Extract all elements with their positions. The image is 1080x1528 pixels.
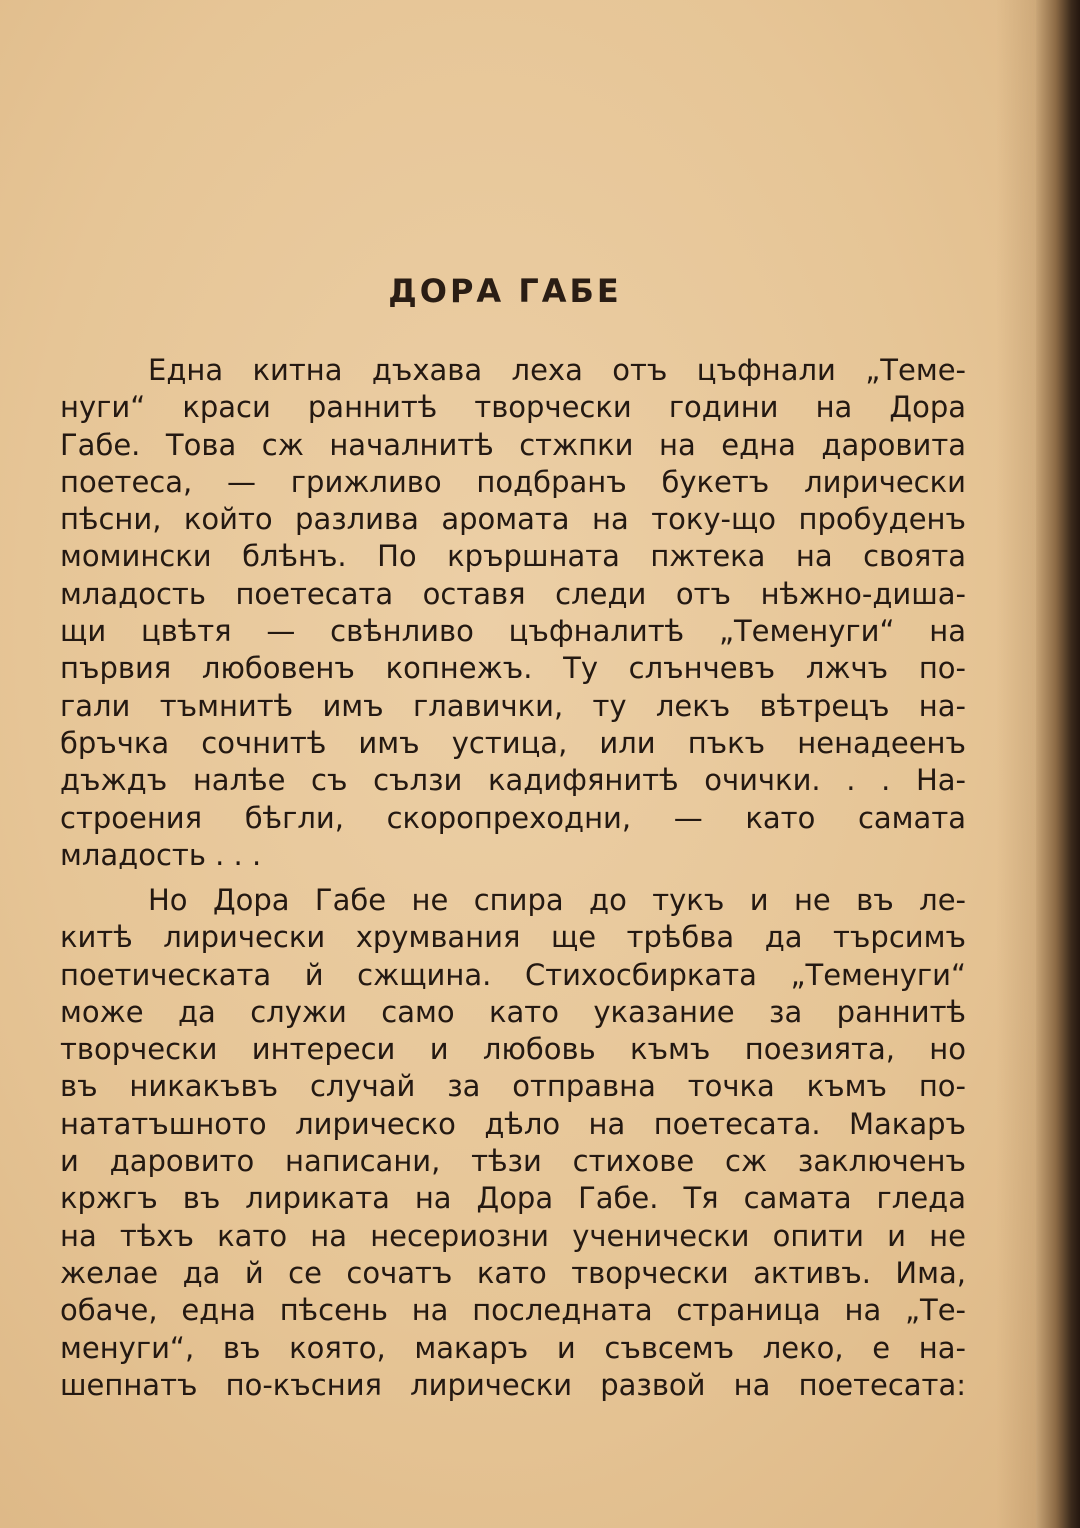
text-line: поетеса, — грижливо подбранъ букетъ лирически: [60, 464, 966, 499]
text-line: бръчка сочнитѣ имъ устица, или пъкъ ненадеенъ: [60, 725, 966, 760]
text-line: желае да й се сочатъ като творчески активъ. Има,: [60, 1255, 966, 1290]
text-line: първия любовенъ копнежъ. Ту слънчевъ лжчъ по-: [60, 651, 966, 686]
text-line: творчески интереси и любовь къмъ поезията, но: [60, 1032, 966, 1067]
text-line: момински блѣнъ. По крършната пжтека на своята: [60, 539, 966, 574]
text-line: Една китна дъхава леха отъ цъфнали „Теме-: [148, 353, 966, 387]
text-line: на тѣхъ като на несериозни ученически опити и не: [60, 1218, 966, 1253]
text-line: младость поетесата оставя следи отъ нѣжно-диша-: [60, 576, 966, 611]
text-line: кржгъ въ лириката на Дора Габе. Тя самата гледа: [60, 1181, 966, 1216]
text-line: шепнатъ по-късния лирически развой на поетесата:: [60, 1367, 966, 1402]
book-spine: [1036, 0, 1080, 1528]
text-line: нуги“ краси раннитѣ творчески години на Дора: [60, 390, 966, 425]
text-line: въ никакъвъ случай за отправна точка къмъ по-: [60, 1069, 966, 1104]
text-line: нататъшното лирическо дѣло на поетесата. Макаръ: [60, 1106, 966, 1141]
text-line: дъждъ налѣе съ сълзи кадифянитѣ очички. . . На-: [60, 763, 966, 798]
text-line: менуги“, въ която, макаръ и съвсемъ леко, е на-: [60, 1330, 966, 1365]
text-line: китѣ лирически хрумвания ще трѣбва да търсимъ: [60, 920, 966, 955]
text-line: може да служи само като указание за раннитѣ: [60, 994, 966, 1029]
text-line: Но Дора Габе не спира до тукъ и не въ ле-: [148, 883, 966, 917]
chapter-title: ДОРА ГАБЕ: [388, 272, 622, 310]
paragraph-2: [60, 882, 966, 1404]
text-line: гали тъмнитѣ имъ главички, ту лекъ вѣтрецъ на-: [60, 688, 966, 723]
text-line: щи цвѣтя — свѣнливо цъфналитѣ „Теменуги“ на: [60, 614, 966, 649]
text-line: обаче, една пѣсень на последната страница на „Те-: [60, 1293, 966, 1328]
text-line: строения бѣгли, скоропреходни, — като самата: [60, 800, 966, 835]
text-line: младость . . .: [60, 837, 262, 872]
text-line: пѣсни, който разлива аромата на току-що пробуденъ: [60, 502, 966, 537]
text-line: Габе. Това сж началнитѣ стжпки на една даровита: [60, 427, 966, 462]
paragraph-1: [60, 352, 966, 874]
page-edge-shadow: [996, 0, 1036, 1528]
text-line: поетическата й сжщина. Стихосбирката „Теменуги“: [60, 957, 966, 992]
text-line: и даровито написани, тѣзи стихове сж заключенъ: [60, 1144, 966, 1179]
